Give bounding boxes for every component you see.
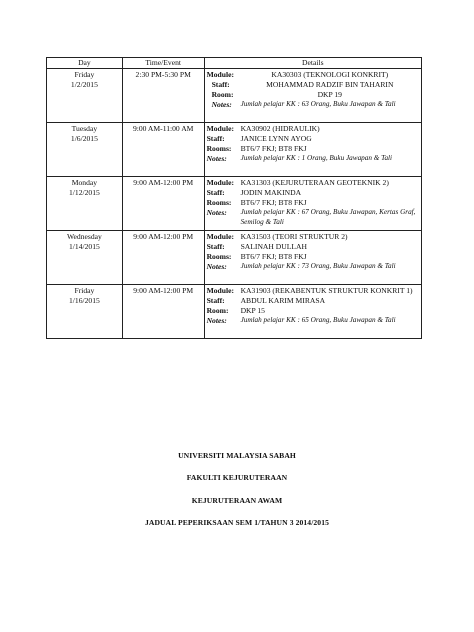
time-cell: 9:00 AM-12:00 PM: [122, 231, 204, 285]
day-date: 1/6/2015: [70, 134, 98, 144]
notes-value: Jumlah pelajar KK : 73 Orang, Buku Jawapan & Tali: [240, 262, 396, 271]
room-label: Room:: [206, 306, 229, 316]
module-label: Module:: [206, 286, 234, 296]
header-time-event: Time/Event: [122, 58, 204, 69]
module-value: KA30303 (TEKNOLOGI KONKRIT): [271, 70, 389, 80]
room-label: Rooms:: [206, 252, 232, 262]
room-value: BT6/7 FKJ; BT8 FKJ: [240, 252, 307, 262]
notes-label: Notes:: [206, 208, 227, 218]
header-row: [47, 58, 422, 69]
details-cell: [204, 123, 421, 177]
room-label: Rooms:: [206, 144, 232, 154]
details-cell: [204, 177, 421, 231]
notes-label: Notes:: [206, 316, 227, 326]
module-label: Module:: [206, 124, 234, 134]
notes-value: Jumlah pelajar KK : 1 Orang, Buku Jawapan & Tali: [240, 154, 393, 163]
faculty-name: FAKULTI KEJURUTERAAN: [186, 473, 288, 482]
room-value: DKP 15: [240, 306, 265, 316]
notes-value: Jumlah pelajar KK : 65 Orang, Buku Jawapan & Tali: [240, 316, 396, 325]
day-cell: [47, 69, 123, 123]
room-value: BT6/7 FKJ; BT8 FKJ: [240, 198, 307, 208]
time-cell: 9:00 AM-12:00 PM: [122, 285, 204, 339]
table-row: [47, 177, 422, 231]
program-name: KEJURUTERAAN AWAM: [191, 496, 283, 505]
day-date: 1/16/2015: [69, 296, 100, 306]
table-row: [47, 69, 422, 123]
staff-label: Staff:: [206, 296, 225, 306]
day-date: 1/14/2015: [69, 242, 100, 252]
details-cell: [204, 231, 421, 285]
time-cell: 2:30 PM-5:30 PM: [122, 69, 204, 123]
module-value: KA30902 (HIDRAULIK): [240, 124, 320, 134]
notes-value: Jumlah pelajar KK : 63 Orang, Buku Jawapan & Tali: [240, 100, 396, 109]
module-value: KA31503 (TEORI STRUKTUR 2): [240, 232, 348, 242]
header-day: Day: [47, 58, 123, 69]
room-value: DKP 19: [317, 90, 342, 100]
header-details: Details: [204, 58, 421, 69]
notes-label: Notes:: [211, 100, 232, 110]
day-cell: [47, 285, 123, 339]
day-cell: [47, 123, 123, 177]
staff-value: ABDUL KARIM MIRASA: [240, 296, 326, 306]
details-cell: [204, 69, 421, 123]
day-name: Tuesday: [71, 124, 98, 134]
staff-label: Staff:: [206, 134, 225, 144]
table-row: [47, 231, 422, 285]
notes-value: Jumlah pelajar KK : 67 Orang, Buku Jawapan, Kertas Graf, Semilog & Tali: [240, 208, 416, 226]
staff-value: SALINAH DULLAH: [240, 242, 308, 252]
staff-label: Staff:: [211, 80, 230, 90]
day-name: Friday: [74, 286, 95, 296]
staff-value: JANICE LYNN AYOG: [240, 134, 312, 144]
module-label: Module:: [206, 232, 234, 242]
day-name: Friday: [74, 70, 95, 80]
schedule-title: JADUAL PEPERIKSAAN SEM 1/TAHUN 3 2014/2015: [144, 518, 329, 527]
time-cell: 9:00 AM-12:00 PM: [122, 177, 204, 231]
notes-label: Notes:: [206, 154, 227, 164]
room-value: BT6/7 FKJ; BT8 FKJ: [240, 144, 307, 154]
details-cell: [204, 285, 421, 339]
staff-label: Staff:: [206, 242, 225, 252]
day-cell: [47, 177, 123, 231]
day-name: Monday: [71, 178, 98, 188]
table-row: [47, 123, 422, 177]
module-value: KA31903 (REKABENTUK STRUKTUR KONKRIT 1): [240, 286, 413, 296]
room-label: Rooms:: [206, 198, 232, 208]
module-value: KA31303 (KEJURUTERAAN GEOTEKNIK 2): [240, 178, 389, 188]
day-cell: [47, 231, 123, 285]
day-date: 1/2/2015: [70, 80, 98, 90]
notes-label: Notes:: [206, 262, 227, 272]
module-label: Module:: [206, 178, 234, 188]
table-row: [47, 285, 422, 339]
room-label: Room:: [211, 90, 234, 100]
staff-value: MOHAMMAD RADZIF BIN TAHARIN: [266, 80, 394, 90]
university-name: UNIVERSITI MALAYSIA SABAH: [178, 451, 296, 460]
time-cell: 9:00 AM-11:00 AM: [122, 123, 204, 177]
day-name: Wednesday: [66, 232, 102, 242]
exam-schedule-table: [46, 57, 422, 339]
staff-value: JODIN MAKINDA: [240, 188, 302, 198]
staff-label: Staff:: [206, 188, 225, 198]
module-label: Module:: [206, 70, 234, 80]
day-date: 1/12/2015: [69, 188, 100, 198]
